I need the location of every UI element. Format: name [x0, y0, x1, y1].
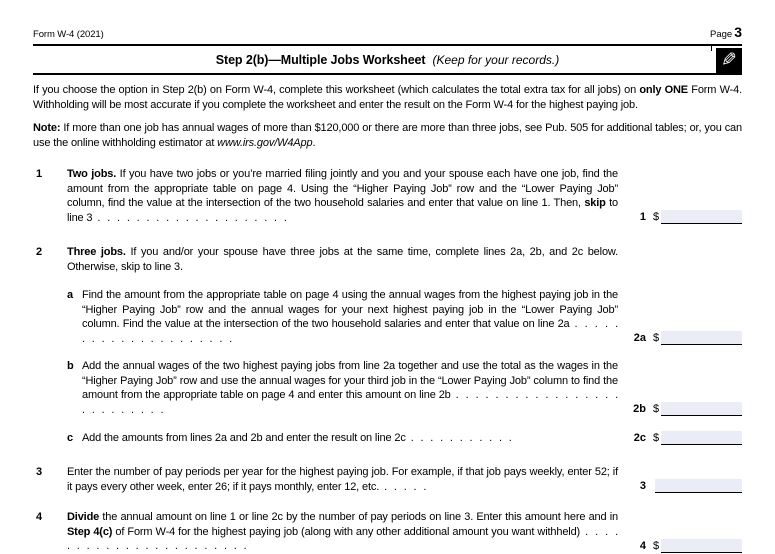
form-id: Form W-4 (2021) — [33, 29, 104, 40]
dot-leader: . . . . . . . . . . . . . . . . . . . . . . . . . . — [82, 389, 618, 416]
worksheet-row-4 — [33, 510, 742, 554]
page-header — [33, 24, 742, 40]
line-text: Two jobs. If you have two jobs or you’re married filing jointly and you and your spouse each have one job, find the amount from the appropriate table on page 4. Using the “Higher Paying Job” row and the “Lower Paying Job” column, find the value at the intersection of the two household salaries and enter that value on line 1. Then, skip to line 3 . . . . . . . . . . . . . . . . . . . . — [67, 168, 618, 224]
line-3-pay-periods-field[interactable] — [655, 479, 742, 493]
answer-line-label: 3 — [639, 480, 646, 492]
line-text: Enter the number of pay periods per year for the highest paying job. For example, if that job pays weekly, enter 52; if it pays every other week, enter 26; if it pays monthly, enter 12, etc. . . . . . — [67, 466, 618, 493]
dot-leader: . . . . . — [384, 480, 427, 493]
dot-leader: . . . . . . . . . . . . . . . . . . . . — [97, 211, 287, 224]
worksheet-row-2b — [33, 359, 742, 417]
worksheet-title-bar — [33, 46, 742, 75]
line-number: 1 — [36, 168, 43, 180]
intro-paragraph: If you choose the option in Step 2(b) on Form W-4, complete this worksheet (which calculates the total extra tax for all jobs) on only ONE Form W-4. Withholding will be most accurate if you complete the worksheet and enter the result on the Form W-4 for the highest paying job. — [33, 84, 743, 111]
line-answer — [626, 331, 742, 346]
line-answer — [626, 402, 742, 417]
worksheet-row-2 — [33, 245, 742, 274]
line-2c-amount-field[interactable] — [661, 431, 742, 445]
page-number: 3 — [734, 24, 742, 40]
dollar-sign: $ — [653, 403, 660, 415]
answer-line-label: 1 — [639, 211, 646, 223]
line-text: Three jobs. If you and/or your spouse have three jobs at the same time, complete lines 2a, 2b, and 2c below. Otherwise, skip to line 3. — [67, 246, 619, 273]
line-answer — [626, 479, 742, 494]
worksheet-subtitle: (Keep for your records.) — [432, 52, 560, 67]
line-letter: a — [67, 289, 74, 301]
dot-leader: . . . . . . . . . . . — [410, 432, 512, 444]
line-letter: b — [67, 360, 74, 372]
dot-leader: . . . . . . . . . . . . . . . . . . . . . — [82, 318, 618, 345]
dollar-sign: $ — [653, 211, 660, 223]
dollar-sign: $ — [653, 432, 660, 444]
line-answer — [626, 210, 742, 225]
line-2a-amount-field[interactable] — [661, 331, 742, 345]
dot-leader: . . . . . . . . . . . . . . . . . . . . . . . — [67, 525, 619, 552]
note-paragraph: Note: If more than one job has annual wages of more than $120,000 or there are more than three jobs, see Pub. 505 for additional tables; or, you can use the online withholding estimator at www.irs.gov/W4App. — [33, 122, 742, 149]
line-number: 2 — [36, 246, 43, 258]
page-indicator — [710, 24, 742, 40]
answer-line-label: 2c — [633, 432, 646, 444]
dollar-sign: $ — [653, 539, 660, 552]
line-letter: c — [67, 432, 74, 444]
line-4-amount-field[interactable] — [661, 539, 742, 553]
line-text: Divide the annual amount on line 1 or line 2c by the number of pay periods on line 3. Enter this amount here and in Step 4(c) of Form W-4 for the highest paying job (along with any other additional amount you want withheld) . . . . . . . . . . . . . . . . . . . . . . . — [67, 511, 619, 552]
answer-line-label: 4 — [639, 539, 646, 552]
dollar-sign: $ — [653, 332, 660, 344]
line-number: 4 — [36, 511, 43, 523]
line-answer — [626, 431, 742, 446]
worksheet-title: Step 2(b)—Multiple Jobs Worksheet — [215, 52, 426, 67]
pencil-icon: ✎ — [716, 48, 742, 74]
line-answer — [626, 539, 742, 554]
line-number: 3 — [36, 466, 43, 478]
page-label: Page — [710, 29, 733, 40]
worksheet-row-2c — [33, 431, 742, 446]
line-2b-amount-field[interactable] — [661, 402, 742, 416]
line-text: Add the annual wages of the two highest paying jobs from line 2a together and use the total as the wages in the “Higher Paying Job” row and use the annual wages for your third job in the “Lower Paying Job” column to find the amount from the appropriate table on page 4 and enter this amount on line 2b . . . . . . . . . . . . . . . . . . . . . . . . . . — [82, 360, 618, 416]
worksheet-row-1 — [33, 167, 742, 225]
worksheet-row-2a — [33, 288, 742, 346]
line-text: Find the amount from the appropriate table on page 4 using the annual wages from the highest paying job in the “Higher Paying Job” row and the annual wages for your next highest paying job in the “Lower Paying Job” column. Find the value at the intersection of the two household salaries and enter that value on line 2a . . . . . . . . . . . . . . . . . . . . . — [82, 289, 618, 345]
answer-line-label: 2a — [633, 332, 646, 344]
worksheet-row-3 — [33, 465, 742, 494]
answer-line-label: 2b — [633, 403, 646, 415]
line-1-amount-field[interactable] — [661, 210, 742, 224]
line-text: Add the amounts from lines 2a and 2b and enter the result on line 2c . . . . . . . . . . . — [82, 432, 512, 444]
